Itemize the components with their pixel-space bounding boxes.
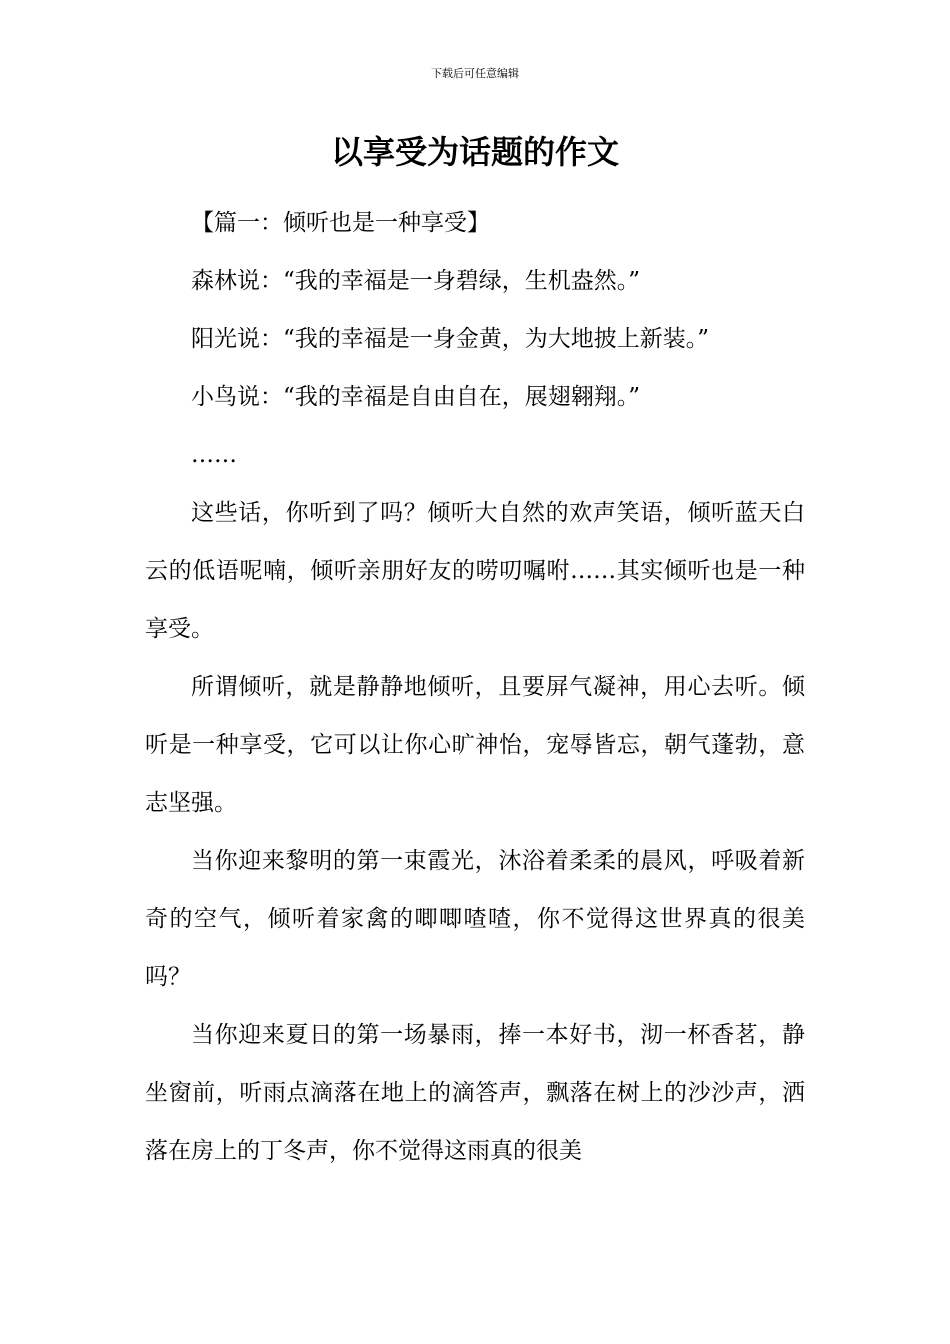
ellipsis-line: …… <box>191 442 237 468</box>
section-heading: 【篇一：倾听也是一种享受】 <box>191 210 490 236</box>
paragraph: 森林说：“我的幸福是一身碧绿，生机盎然。” <box>191 268 641 294</box>
paragraph: 小鸟说：“我的幸福是自由自在，展翅翱翔。” <box>191 384 641 410</box>
paragraph: 当你迎来黎明的第一束霞光，沐浴着柔柔的晨风，呼吸着新奇的空气，倾听着家禽的唧唧喳喳，你不觉得这世界真的很美吗？ <box>145 848 805 990</box>
paragraph: 所谓倾听，就是静静地倾听，且要屏气凝神，用心去听。倾听是一种享受，它可以让你心旷神怡，宠辱皆忘，朝气蓬勃，意志坚强。 <box>145 674 805 816</box>
document-body <box>145 194 805 1180</box>
paragraph: 这些话，你听到了吗？倾听大自然的欢声笑语，倾听蓝天白云的低语呢喃，倾听亲朋好友的唠叨嘱咐……其实倾听也是一种享受。 <box>145 500 805 642</box>
paragraph: 当你迎来夏日的第一场暴雨，捧一本好书，沏一杯香茗，静坐窗前，听雨点滴落在地上的滴答声，飘落在树上的沙沙声，洒落在房上的丁冬声，你不觉得这雨真的很美 <box>145 1022 805 1164</box>
document-title: 以享受为话题的作文 <box>330 133 619 171</box>
header-note: 下载后可任意编辑 <box>431 67 519 80</box>
paragraph: 阳光说：“我的幸福是一身金黄，为大地披上新装。” <box>191 326 710 352</box>
